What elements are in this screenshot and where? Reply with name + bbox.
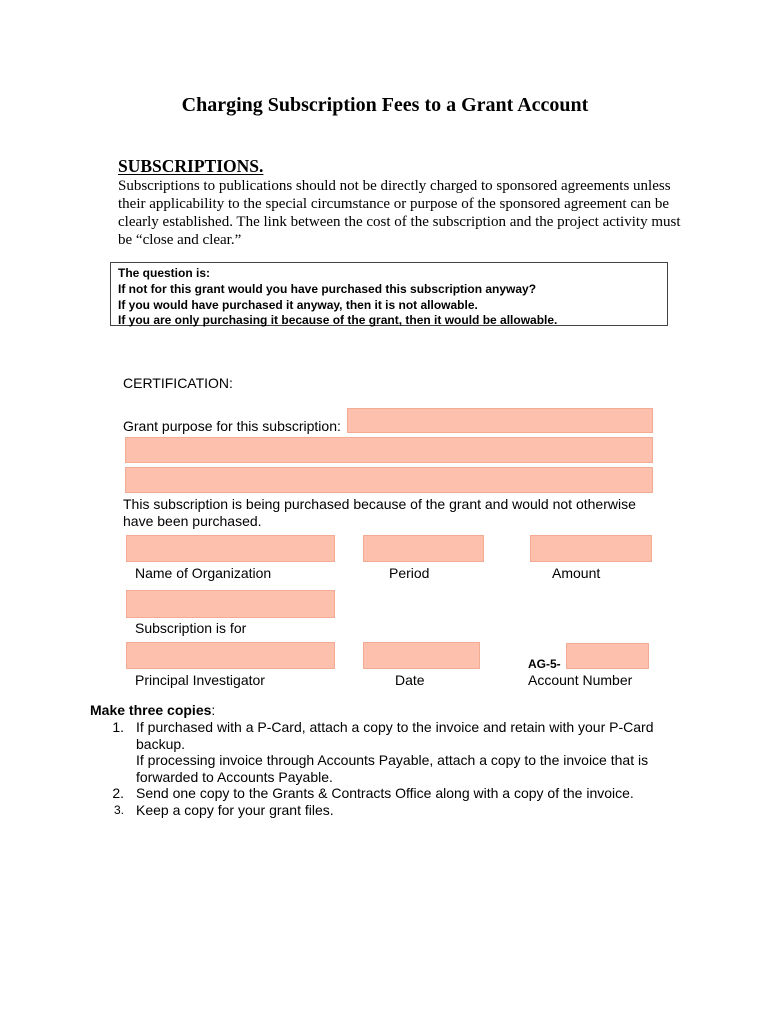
amount-field[interactable] (530, 535, 652, 562)
question-line: The question is: (118, 266, 211, 280)
instructions-list (90, 719, 670, 818)
section-heading (118, 156, 263, 177)
organization-label: Name of Organization (135, 565, 272, 581)
section-heading-period: . (259, 156, 264, 176)
list-text: If purchased with a P-Card, attach a copy to the invoice and retain with your P-Card backup. (136, 719, 654, 752)
period-field[interactable] (363, 535, 484, 562)
subscription-label: Subscription is for (135, 620, 247, 636)
copies-heading (90, 702, 215, 718)
list-number: 3. (113, 802, 124, 817)
section-heading-text: SUBSCRIPTIONS (118, 156, 260, 176)
pi-label: Principal Investigator (135, 672, 265, 688)
certification-statement: This subscription is being purchased because of the grant and would not otherwise have been purchased. (123, 496, 636, 529)
copies-heading-colon: : (211, 702, 216, 718)
grant-purpose-label: Grant purpose for this subscription: (123, 418, 341, 434)
date-label: Date (395, 672, 425, 688)
grant-purpose-field-line-3[interactable] (125, 467, 653, 493)
list-number: 2. (112, 785, 124, 801)
question-line: If you are only purchasing it because of the grant, then it would be allowable. (118, 313, 558, 328)
list-item (90, 802, 670, 819)
amount-label: Amount (552, 565, 601, 581)
list-text: Keep a copy for your grant files. (136, 801, 334, 818)
subscription-field[interactable] (126, 590, 335, 618)
certification-heading: CERTIFICATION: (123, 375, 233, 391)
list-item (90, 785, 670, 802)
question-line: If not for this grant would you have purchased this subscription anyway? (118, 281, 537, 296)
list-text: If processing invoice through Accounts Payable, attach a copy to the invoice that is forwarded to Accounts Payable. (136, 752, 649, 785)
grant-purpose-field[interactable] (347, 408, 653, 433)
copies-heading-text: Make three copies (90, 702, 212, 718)
account-prefix: AG-5- (528, 657, 561, 671)
question-line: If you would have purchased it anyway, then it is not allowable. (118, 297, 478, 312)
list-text: Send one copy to the Grants & Contracts Office along with a copy of the invoice. (136, 785, 634, 801)
grant-purpose-field-line-2[interactable] (125, 437, 653, 463)
pi-field[interactable] (126, 642, 335, 669)
account-number-label: Account Number (528, 672, 633, 688)
list-item (90, 719, 670, 785)
document-title: Charging Subscription Fees to a Grant Account (181, 94, 589, 116)
organization-field[interactable] (126, 535, 335, 562)
list-number: 1. (112, 719, 124, 735)
period-label: Period (389, 565, 430, 581)
intro-paragraph: Subscriptions to publications should not be directly charged to sponsored agreements unless their applicability to the special circumstance or purpose of the sponsored agreement can be clearly established. The link between the cost of the subscription and the project activity must be “close and clear.” (118, 178, 681, 248)
question-box (110, 262, 668, 326)
account-number-field[interactable] (566, 643, 649, 669)
date-field[interactable] (363, 642, 480, 669)
